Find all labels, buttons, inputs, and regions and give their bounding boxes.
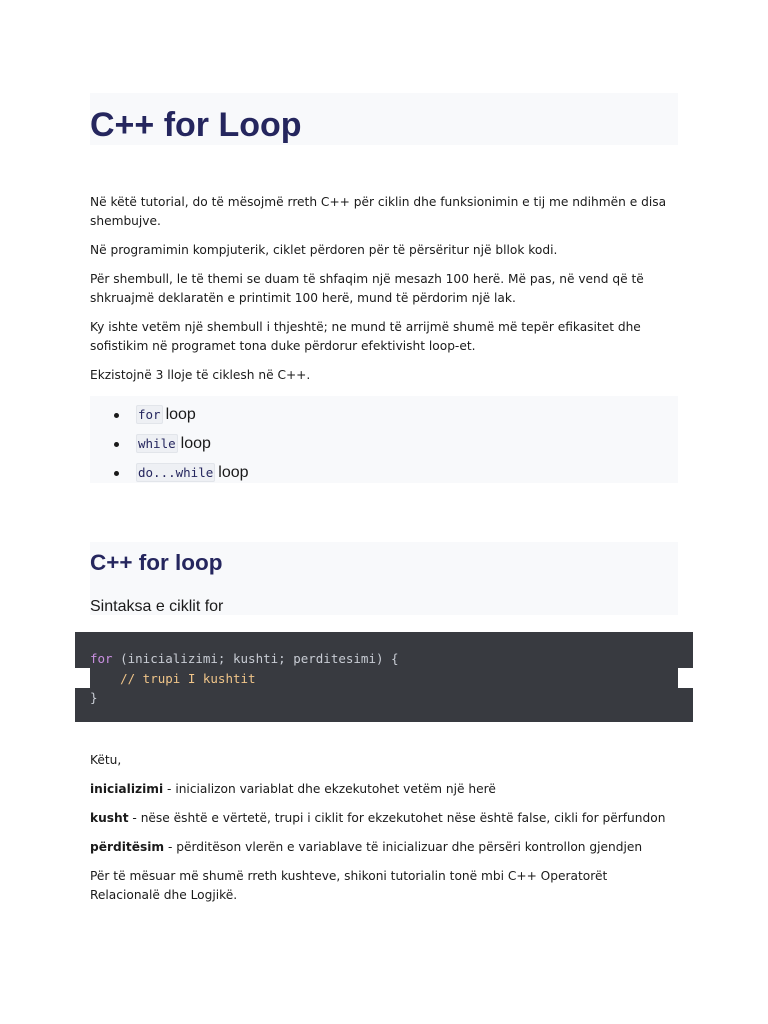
intro-paragraph-2: Në programimin kompjuterik, ciklet përdoren për të përsëritur një bllok kodi. xyxy=(90,243,558,257)
code-text: (inicializimi; kushti; perditesimi) { xyxy=(112,651,399,666)
page-title: C++ for Loop xyxy=(90,106,302,144)
term-description: - përditëson vlerën e variablave të inicializuar dhe përsëri kontrollon gjendjen xyxy=(164,840,643,854)
code-block-edge-right xyxy=(678,668,693,688)
list-item-label: loop xyxy=(218,464,249,481)
intro-paragraph-4: Ky ishte vetëm një shembull i thjeshtë; ne mund të arrijmë shumë më tepër efikasitet dhe sofistikim në programet tona duke përdorur efektivisht loop-et. xyxy=(90,320,641,353)
list-item-label: loop xyxy=(165,406,196,423)
code-line-3 xyxy=(90,688,98,707)
inline-code: while xyxy=(138,436,176,451)
list-item xyxy=(112,429,249,458)
explanation-item-1 xyxy=(90,780,680,799)
code-block-edge-left xyxy=(75,668,90,688)
inline-code: do...while xyxy=(138,465,214,480)
list-item xyxy=(112,400,249,429)
explanation-item-2 xyxy=(90,809,680,828)
term-description: - nëse është e vërtetë, trupi i ciklit for ekzekutohet nëse është false, cikli for përfundon xyxy=(128,811,666,825)
term-description: - inicializon variablat dhe ekzekutohet vetëm një herë xyxy=(163,782,496,796)
code-text: } xyxy=(90,690,98,705)
intro-paragraph-5: Ekzistojnë 3 lloje të ciklesh në C++. xyxy=(90,368,311,382)
code-keyword: for xyxy=(90,651,113,666)
section-title: C++ for loop xyxy=(90,550,223,575)
intro-paragraph-3: Për shembull, le të themi se duam të shfaqim një mesazh 100 herë. Më pas, në vend që të shkruajmë deklaratën e printimit 100 herë, mund të përdorim një lak. xyxy=(90,272,644,305)
list-item-label: loop xyxy=(180,435,211,452)
list-item xyxy=(112,458,249,487)
explanation-intro: Këtu, xyxy=(90,753,122,767)
code-line-1 xyxy=(90,649,399,668)
intro-paragraph-1: Në këtë tutorial, do të mësojmë rreth C++ për ciklin dhe funksionimin e tij me ndihmën e disa shembujve. xyxy=(90,195,667,228)
loop-types-list xyxy=(112,400,249,487)
code-comment: // trupi I kushtit xyxy=(90,671,256,686)
code-line-2 xyxy=(90,669,256,688)
term-label: inicializimi xyxy=(90,782,164,796)
explanation-item-3 xyxy=(90,838,680,857)
term-label: përditësim xyxy=(90,840,165,854)
term-label: kusht xyxy=(90,811,129,825)
inline-code: for xyxy=(138,407,161,422)
closing-paragraph: Për të mësuar më shumë rreth kushteve, shikoni tutorialin tonë mbi C++ Operatorët Relacionalë dhe Logjikë. xyxy=(90,869,608,902)
section-subtitle: Sintaksa e ciklit for xyxy=(90,598,224,615)
